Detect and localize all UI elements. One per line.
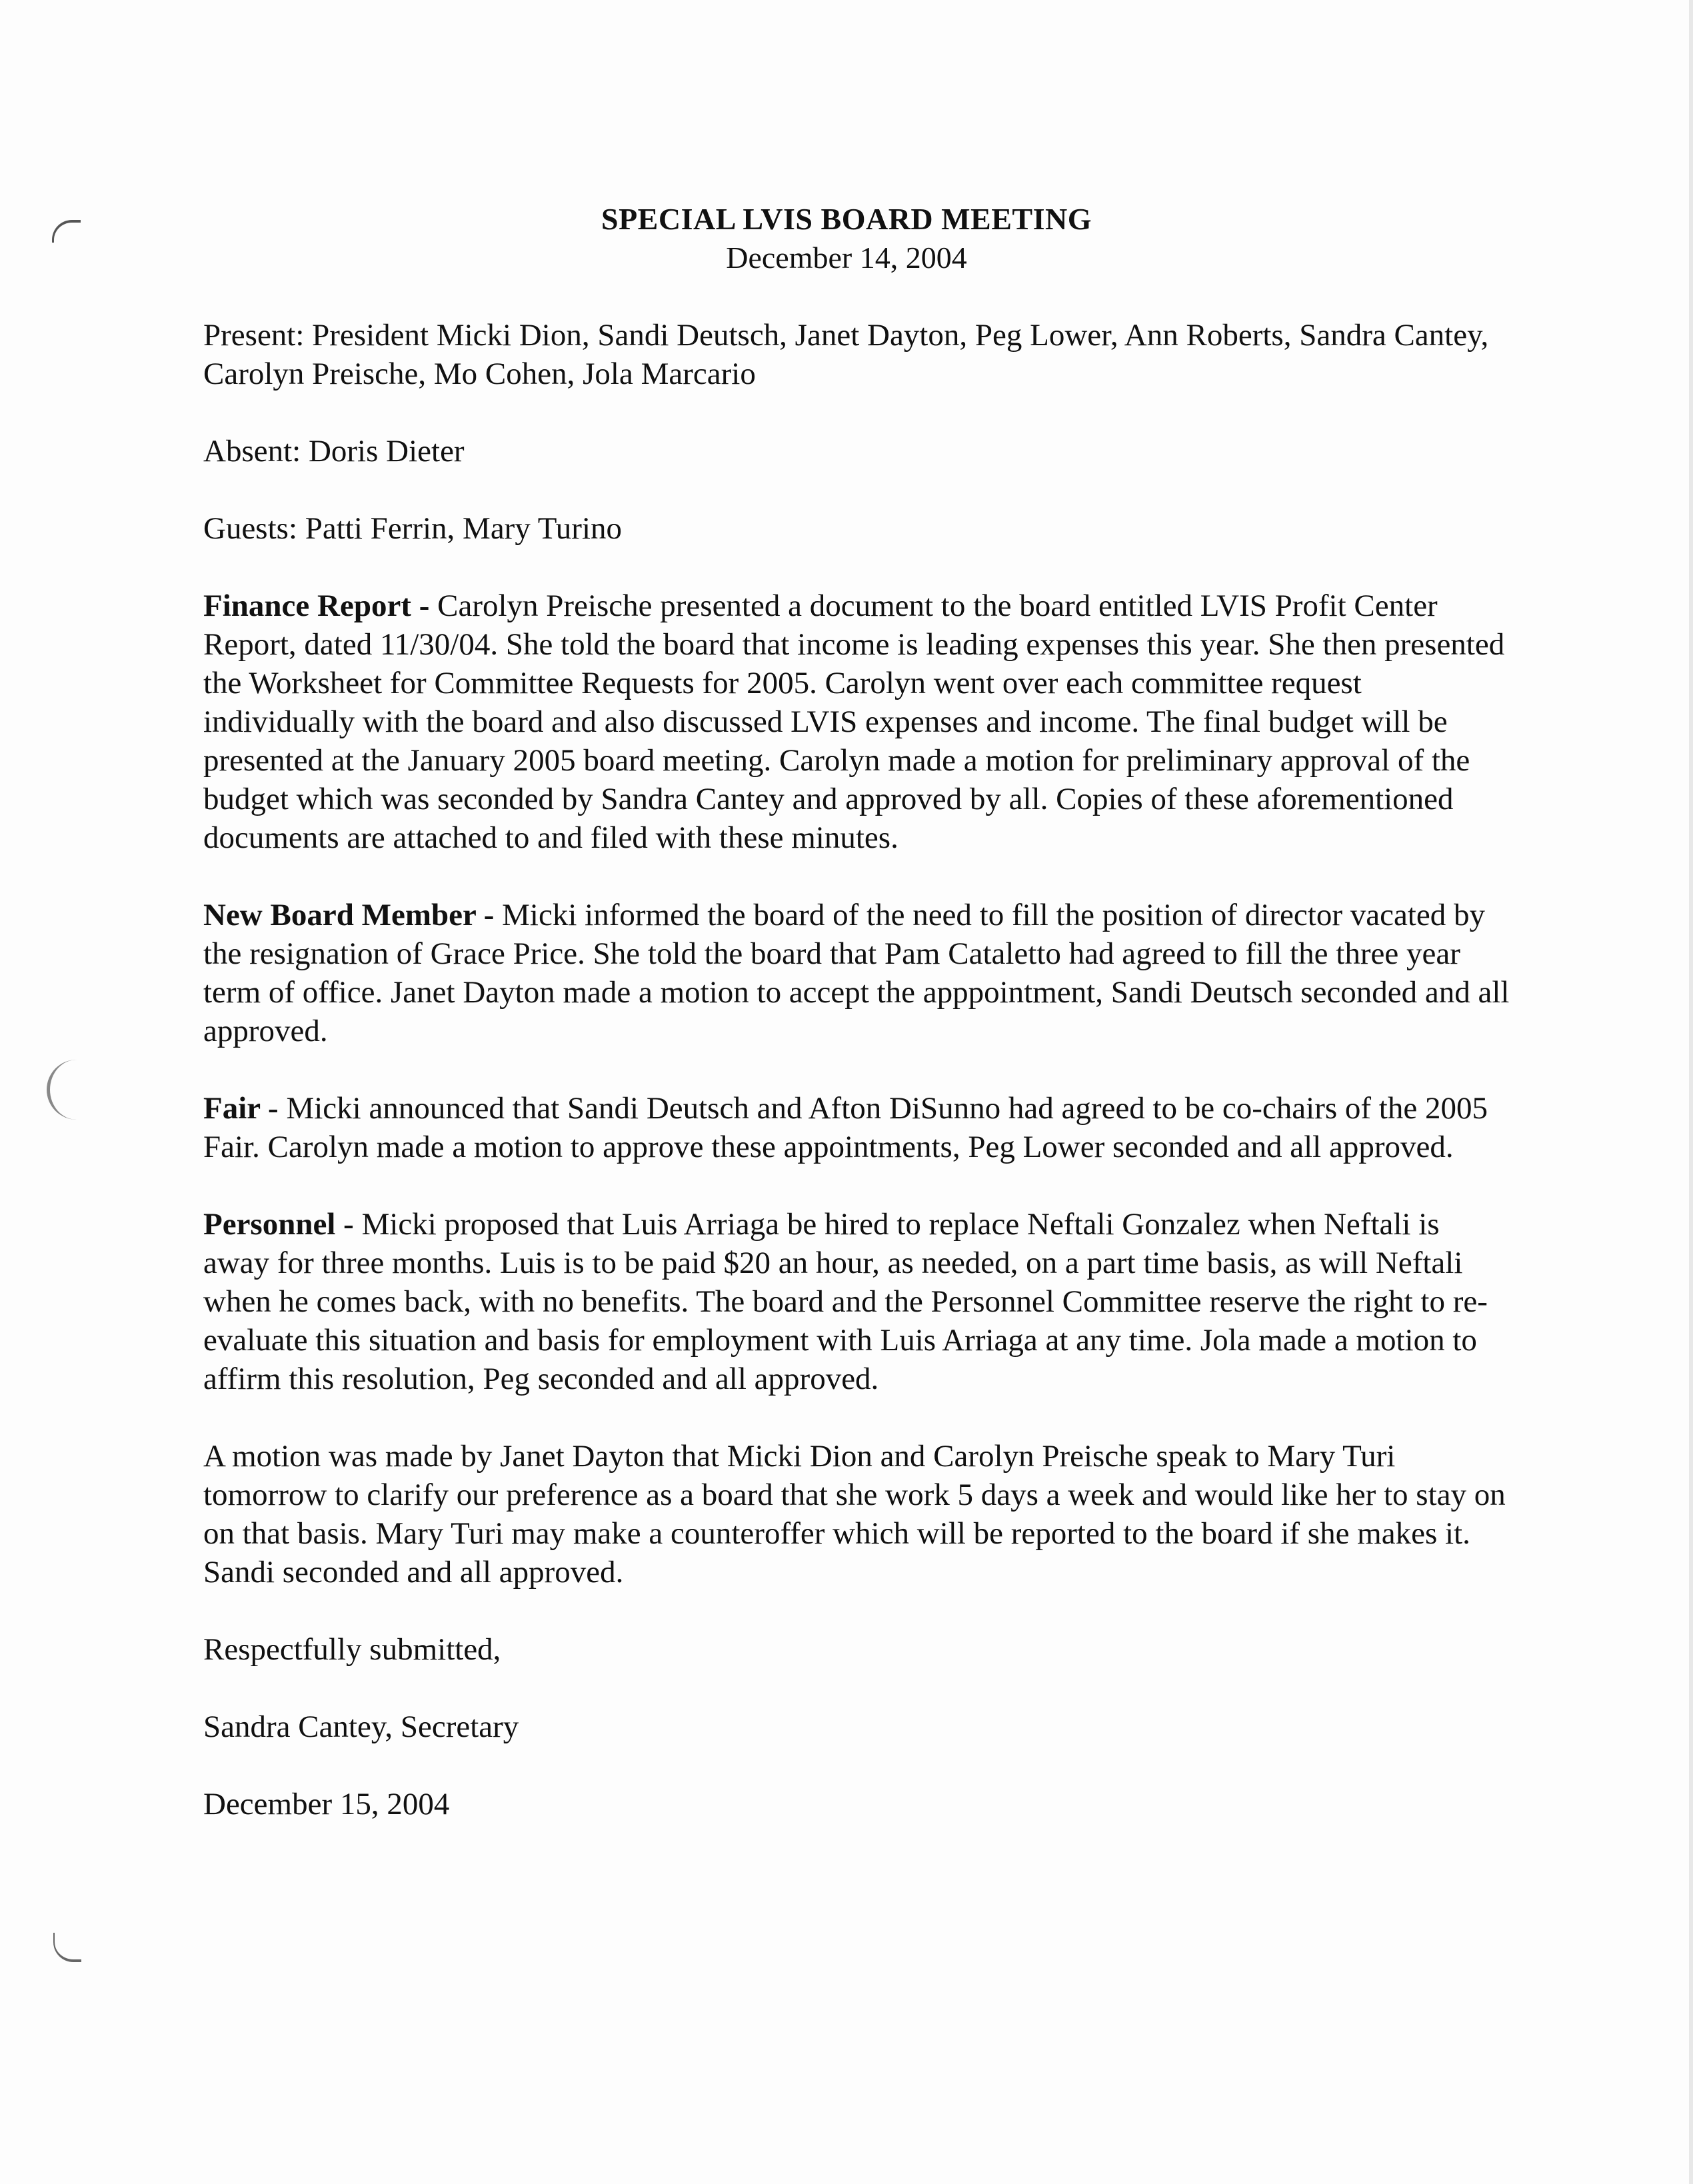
absent-list: Absent: Doris Dieter <box>203 434 465 469</box>
scan-artifact-bottom <box>53 1933 81 1962</box>
guests-list: Guests: Patti Ferrin, Mary Turino <box>203 511 623 546</box>
present-list: Present: President Micki Dion, Sandi Deutsch, Janet Dayton, Peg Lower, Ann Roberts, Sandra Cantey, Carolyn Preische, Mo Cohen, Jola Marcario <box>203 318 1489 391</box>
page-edge <box>1689 0 1693 2184</box>
submitted-date: December 15, 2004 <box>203 1787 450 1821</box>
section-personnel <box>203 1205 1510 1398</box>
section-heading: Fair - <box>203 1091 279 1126</box>
section-finance-report <box>203 586 1510 857</box>
document-header <box>0 200 1693 277</box>
scan-artifact-middle <box>47 1060 77 1120</box>
section-new-board-member <box>203 896 1510 1050</box>
document-title: SPECIAL LVIS BOARD MEETING <box>601 202 1092 236</box>
section-text: Micki proposed that Luis Arriaga be hired to replace Neftali Gonzalez when Neftali is away for three months. Luis is to be paid $20 an hour, as needed, on a part time basis, as will Neftali when he comes back, with no benefits. The board and the Personnel Committee reserve the right to re-evaluate this situation and basis for employment with Luis Arriaga at any time. Jola made a motion to affirm this resolution, Peg seconded and all approved. <box>203 1207 1488 1396</box>
section-heading: Finance Report - <box>203 588 430 623</box>
document-body <box>203 200 1510 1823</box>
section-text: Micki announced that Sandi Deutsch and Afton DiSunno had agreed to be co-chairs of the 2005 Fair. Carolyn made a motion to approve these appointments, Peg Lower seconded and all approved. <box>203 1091 1488 1164</box>
meeting-date: December 14, 2004 <box>726 241 967 275</box>
section-heading: New Board Member - <box>203 898 495 932</box>
section-fair <box>203 1089 1510 1166</box>
section-text: Micki informed the board of the need to fill the position of director vacated by the resignation of Grace Price. She told the board that Pam Cataletto had agreed to fill the three year term of office. Janet Dayton made a motion to accept the apppointment, Sandi Deutsch seconded and all approved. <box>203 898 1510 1048</box>
motion-paragraph: A motion was made by Janet Dayton that Micki Dion and Carolyn Preische speak to Mary Turi tomorrow to clarify our preference as a board that she work 5 days a week and would like her to stay on on that basis. Mary Turi may make a counteroffer which will be reported to the board if she makes it. Sandi seconded and all approved. <box>203 1439 1506 1590</box>
closing-line: Respectfully submitted, <box>203 1632 501 1667</box>
signature-line: Sandra Cantey, Secretary <box>203 1709 519 1744</box>
section-text: Carolyn Preische presented a document to the board entitled LVIS Profit Center Report, dated 11/30/04. She told the board that income is leading expenses this year. She then presented the Worksheet for Committee Requests for 2005. Carolyn went over each committee request individually with the board and also discussed LVIS expenses and income. The final budget will be presented at the January 2005 board meeting. Carolyn made a motion for preliminary approval of the budget which was seconded by Sandra Cantey and approved by all. Copies of these aforementioned documents are attached to and filed with these minutes. <box>203 588 1505 855</box>
section-heading: Personnel - <box>203 1207 354 1242</box>
